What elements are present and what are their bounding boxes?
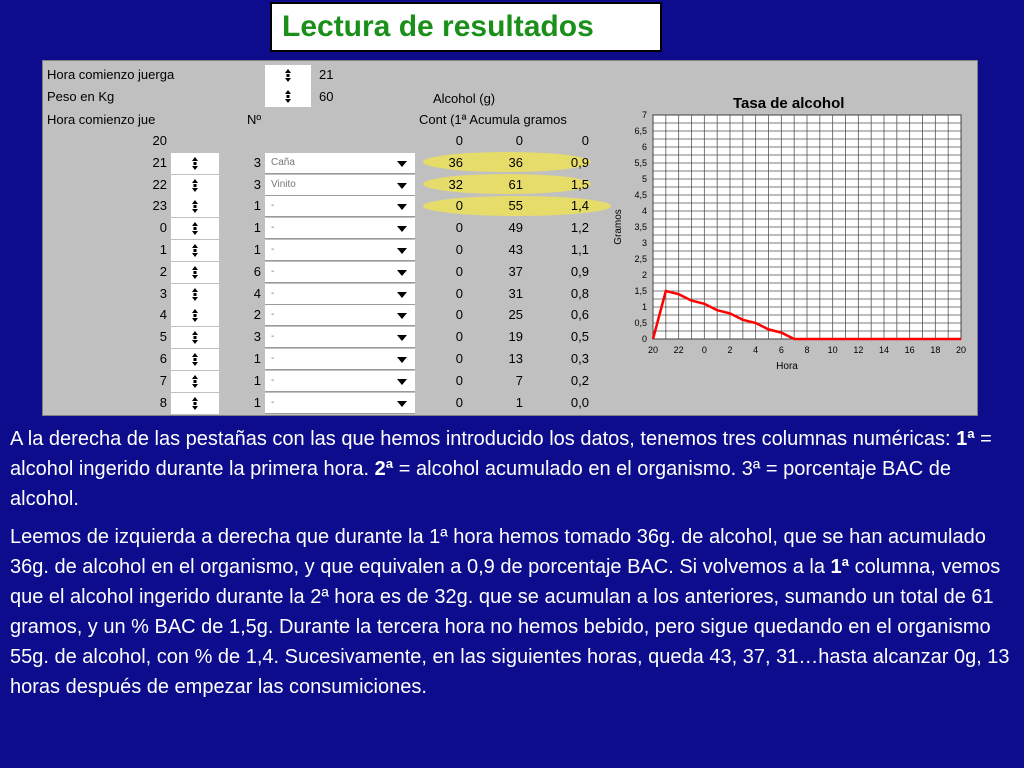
chevron-down-icon[interactable] bbox=[397, 401, 407, 407]
drink-select-value: - bbox=[271, 331, 275, 343]
chart-title: Tasa de alcohol bbox=[733, 95, 845, 112]
cell-pct: 0,2 bbox=[570, 372, 589, 388]
x-tick-label: 12 bbox=[853, 345, 864, 355]
cell-pct: 0,0 bbox=[570, 394, 589, 410]
cell-hora: 21 bbox=[152, 154, 167, 170]
row-spinner[interactable] bbox=[171, 196, 219, 217]
spin-up-icon[interactable] bbox=[285, 90, 291, 94]
chevron-down-icon[interactable] bbox=[397, 204, 407, 210]
row-spinner[interactable] bbox=[171, 284, 219, 305]
cell-n: 4 bbox=[253, 285, 261, 301]
cell-cont: 36 bbox=[448, 154, 463, 170]
drink-select-value: - bbox=[271, 353, 275, 364]
cell-cont: 0 bbox=[455, 351, 463, 366]
drink-select[interactable] bbox=[265, 240, 415, 261]
cell-n: 1 bbox=[253, 220, 261, 236]
chevron-down-icon[interactable] bbox=[397, 379, 407, 385]
y-tick-label: 5 bbox=[641, 174, 647, 184]
drink-select[interactable] bbox=[265, 175, 415, 196]
x-tick-label: 22 bbox=[673, 345, 684, 355]
row-spinner[interactable] bbox=[171, 240, 219, 261]
spin-up-icon[interactable] bbox=[192, 244, 198, 248]
spin-dot-icon bbox=[287, 95, 290, 98]
y-tick-label: 3 bbox=[641, 238, 647, 248]
cell-cont: 0 bbox=[455, 220, 463, 236]
cell-acum: 61 bbox=[508, 176, 523, 192]
spin-up-icon[interactable] bbox=[192, 157, 198, 161]
spin-up-icon[interactable] bbox=[285, 69, 291, 73]
cell-pct: 0 bbox=[581, 133, 589, 148]
cell-hora: 22 bbox=[152, 176, 167, 192]
y-tick-label: 1 bbox=[641, 302, 647, 312]
cell-n: 6 bbox=[253, 263, 261, 279]
chevron-down-icon[interactable] bbox=[397, 270, 407, 276]
x-tick-label: 2 bbox=[727, 345, 733, 355]
spin-dot-icon bbox=[194, 380, 197, 383]
cell-pct: 1,4 bbox=[570, 198, 589, 214]
drink-select-value: - bbox=[271, 374, 275, 386]
cell-hora: 1 bbox=[159, 242, 167, 257]
label-alcohol: Alcohol (g) bbox=[433, 91, 496, 106]
p2-text-c: columna, vemos que el alcohol ingerido durante la 2ª hora es de 32g. que se acumulan a los anteriores, sumando un total de 61 gramos, y un % BAC de 1,5g. Durante la tercera hora no hemos bebido, pero sigue quedando en el organismo 55g. de alcohol, con % de 1,4. Sucesivamente, en las siguientes horas, queda 43, 37, 31…hasta alcanzar 0g, 13 horas después de empezar las consumiciones. bbox=[10, 556, 1010, 698]
spin-dot-icon bbox=[194, 184, 197, 187]
drink-select[interactable] bbox=[265, 327, 415, 348]
cell-hora: 0 bbox=[159, 220, 167, 236]
paragraph-1 bbox=[10, 424, 1014, 514]
cell-pct: 0,8 bbox=[570, 285, 589, 301]
drink-select-value: - bbox=[271, 222, 275, 234]
x-tick-label: 0 bbox=[701, 345, 707, 355]
spin-down-icon[interactable] bbox=[192, 231, 198, 235]
cell-cont: 0 bbox=[455, 285, 463, 301]
x-tick-label: 14 bbox=[878, 345, 890, 355]
cell-n: 1 bbox=[253, 372, 261, 388]
cell-hora: 8 bbox=[159, 394, 167, 410]
cell-pct: 0,3 bbox=[570, 351, 589, 366]
column-header-hora: Hora comienzo jue bbox=[47, 112, 156, 127]
cell-pct: 0,5 bbox=[570, 329, 589, 345]
drink-select[interactable] bbox=[265, 262, 415, 283]
cell-cont: 0 bbox=[455, 198, 463, 214]
drink-select-value: - bbox=[271, 396, 275, 408]
cell-acum: 49 bbox=[508, 220, 523, 236]
spin-down-icon[interactable] bbox=[192, 275, 198, 279]
chevron-down-icon[interactable] bbox=[397, 313, 407, 319]
spin-up-icon[interactable] bbox=[192, 375, 198, 379]
cell-n: 1 bbox=[253, 198, 261, 214]
label-hora-comienzo: Hora comienzo juerga bbox=[47, 67, 175, 82]
chevron-down-icon[interactable] bbox=[397, 248, 407, 254]
cell-pct: 0,6 bbox=[570, 307, 589, 323]
spin-down-icon[interactable] bbox=[192, 406, 198, 410]
cell-acum: 1 bbox=[515, 394, 523, 410]
drink-select-value: - bbox=[271, 287, 275, 299]
spin-dot-icon bbox=[194, 227, 197, 230]
spin-dot-icon bbox=[194, 336, 197, 339]
spin-down-icon[interactable] bbox=[285, 99, 291, 103]
title-box bbox=[270, 2, 662, 52]
cell-hora: 23 bbox=[152, 198, 167, 214]
spin-up-icon[interactable] bbox=[192, 266, 198, 270]
drink-select[interactable] bbox=[265, 371, 415, 392]
spin-dot-icon bbox=[194, 271, 197, 274]
cell-acum: 55 bbox=[508, 198, 523, 214]
chevron-down-icon[interactable] bbox=[397, 357, 407, 363]
y-tick-label: 2 bbox=[641, 270, 647, 280]
peso-value: 60 bbox=[319, 89, 334, 104]
row-spinner[interactable] bbox=[171, 175, 219, 196]
drink-select-value: - bbox=[271, 309, 275, 321]
cell-n: 1 bbox=[253, 242, 261, 257]
drink-select[interactable] bbox=[265, 218, 415, 239]
row-spinner[interactable] bbox=[171, 305, 219, 326]
cell-cont: 32 bbox=[448, 176, 463, 192]
spreadsheet bbox=[42, 60, 978, 416]
cell-hora: 7 bbox=[159, 372, 167, 388]
cell-acum: 7 bbox=[515, 372, 523, 388]
cell-acum: 19 bbox=[508, 329, 523, 345]
cell-hora: 6 bbox=[159, 351, 167, 366]
cell-pct: 1,5 bbox=[570, 176, 589, 192]
column-header-values: Cont (1ª Acumula gramos bbox=[419, 112, 567, 127]
spin-dot-icon bbox=[194, 162, 197, 165]
drink-select[interactable] bbox=[265, 284, 415, 305]
explanation-text bbox=[10, 424, 1014, 710]
cell-hora: 20 bbox=[152, 133, 167, 148]
cell-hora: 2 bbox=[159, 263, 167, 279]
cell-cont: 0 bbox=[455, 329, 463, 345]
spin-down-icon[interactable] bbox=[192, 209, 198, 213]
cell-n: 3 bbox=[253, 329, 261, 345]
drink-select-value: - bbox=[271, 244, 275, 255]
row-spinner[interactable] bbox=[171, 349, 219, 370]
x-tick-label: 16 bbox=[904, 345, 915, 355]
y-tick-label: 6,5 bbox=[634, 126, 647, 136]
drink-select-value: Vinito bbox=[271, 178, 296, 190]
y-tick-label: 3,5 bbox=[634, 222, 647, 232]
y-tick-label: 1,5 bbox=[634, 286, 647, 296]
drink-select-value: Caña bbox=[271, 156, 295, 168]
y-axis-label: Gramos bbox=[613, 209, 624, 245]
x-tick-label: 4 bbox=[753, 345, 759, 355]
cell-n: 2 bbox=[253, 307, 261, 323]
x-tick-label: 20 bbox=[955, 345, 967, 355]
spin-dot-icon bbox=[287, 74, 290, 77]
spin-down-icon[interactable] bbox=[192, 253, 198, 257]
spin-down-icon[interactable] bbox=[192, 362, 198, 366]
cell-cont: 0 bbox=[455, 394, 463, 410]
chart-svg bbox=[611, 91, 977, 417]
chevron-down-icon[interactable] bbox=[397, 183, 407, 189]
cell-n: 1 bbox=[253, 351, 261, 366]
y-tick-label: 0,5 bbox=[634, 318, 647, 328]
cell-acum: 37 bbox=[508, 263, 523, 279]
row-spinner[interactable] bbox=[171, 218, 219, 239]
row-spinner[interactable] bbox=[171, 153, 219, 174]
cell-cont: 0 bbox=[455, 263, 463, 279]
chevron-down-icon[interactable] bbox=[397, 292, 407, 298]
chevron-down-icon[interactable] bbox=[397, 161, 407, 167]
spin-dot-icon bbox=[194, 358, 197, 361]
cell-n: 1 bbox=[253, 394, 261, 410]
peso-spinner[interactable] bbox=[265, 86, 311, 107]
spin-dot-icon bbox=[194, 314, 197, 317]
drink-select-value: - bbox=[271, 200, 275, 212]
chart bbox=[611, 91, 977, 417]
slide-title: Lectura de resultados bbox=[282, 10, 594, 43]
drink-select-value: - bbox=[271, 265, 275, 277]
cell-acum: 13 bbox=[508, 351, 523, 366]
spin-dot-icon bbox=[194, 205, 197, 208]
spin-up-icon[interactable] bbox=[192, 397, 198, 401]
spin-down-icon[interactable] bbox=[192, 297, 198, 301]
p1-bold-2: 2ª bbox=[374, 458, 394, 480]
cell-cont: 0 bbox=[455, 242, 463, 257]
row-spinner[interactable] bbox=[171, 371, 219, 392]
cell-cont: 0 bbox=[455, 133, 463, 148]
row-spinner[interactable] bbox=[171, 327, 219, 348]
cell-hora: 4 bbox=[159, 307, 167, 323]
column-header-n: Nº bbox=[247, 112, 262, 127]
x-tick-label: 20 bbox=[647, 345, 659, 355]
x-tick-label: 8 bbox=[804, 345, 810, 355]
cell-pct: 0,9 bbox=[570, 263, 589, 279]
hora-comienzo-spinner[interactable] bbox=[265, 65, 311, 86]
x-tick-label: 10 bbox=[827, 345, 838, 355]
p2-text-a: Leemos de izquierda a derecha que durante la 1ª hora hemos tomado 36g. de alcohol, que se han acumulado 36g. de alcohol en el organismo, y que equivalen a 0,9 de porcentaje BAC. Si volvemos a la bbox=[10, 526, 986, 578]
drink-select[interactable] bbox=[265, 393, 415, 414]
spin-down-icon[interactable] bbox=[285, 78, 291, 82]
cell-hora: 3 bbox=[159, 285, 167, 301]
spin-up-icon[interactable] bbox=[192, 200, 198, 204]
hora-comienzo-value: 21 bbox=[319, 67, 334, 82]
p2-bold: 1ª bbox=[830, 556, 850, 578]
cell-cont: 0 bbox=[455, 307, 463, 323]
drink-select[interactable] bbox=[265, 153, 415, 174]
spin-up-icon[interactable] bbox=[192, 288, 198, 292]
x-tick-label: 18 bbox=[930, 345, 941, 355]
p1-text-c: = alcohol ingerido durante la primera hora. bbox=[10, 428, 992, 480]
cell-hora: 5 bbox=[159, 329, 167, 345]
spin-up-icon[interactable] bbox=[192, 309, 198, 313]
cell-pct: 0,9 bbox=[570, 154, 589, 170]
spin-down-icon[interactable] bbox=[192, 384, 198, 388]
y-tick-label: 4,5 bbox=[634, 190, 647, 200]
cell-acum: 31 bbox=[508, 285, 523, 301]
drink-select[interactable] bbox=[265, 196, 415, 217]
drink-select[interactable] bbox=[265, 349, 415, 370]
x-tick-label: 6 bbox=[778, 345, 784, 355]
cell-acum: 43 bbox=[508, 242, 523, 257]
chevron-down-icon[interactable] bbox=[397, 335, 407, 341]
cell-acum: 0 bbox=[515, 133, 523, 148]
x-axis-label: Hora bbox=[776, 361, 798, 372]
spin-down-icon[interactable] bbox=[192, 188, 198, 192]
cell-acum: 36 bbox=[508, 154, 523, 170]
y-tick-label: 5,5 bbox=[634, 158, 647, 168]
p1-bold-1: 1ª bbox=[956, 428, 975, 450]
drink-select[interactable] bbox=[265, 305, 415, 326]
paragraph-2 bbox=[10, 522, 1014, 702]
spin-dot-icon bbox=[194, 402, 197, 405]
label-peso: Peso en Kg bbox=[47, 89, 115, 104]
p1-text-a: A la derecha de las pestañas con las que hemos introducido los datos, tenemos tres columnas numéricas: bbox=[10, 428, 957, 450]
y-tick-label: 4 bbox=[641, 206, 647, 216]
row-spinner[interactable] bbox=[171, 262, 219, 283]
spin-down-icon[interactable] bbox=[192, 318, 198, 322]
spin-dot-icon bbox=[194, 293, 197, 296]
cell-n: 3 bbox=[253, 154, 261, 170]
spin-up-icon[interactable] bbox=[192, 222, 198, 226]
spin-up-icon[interactable] bbox=[192, 353, 198, 357]
spin-dot-icon bbox=[194, 249, 197, 252]
y-tick-label: 2,5 bbox=[634, 254, 647, 264]
spin-up-icon[interactable] bbox=[192, 331, 198, 335]
spin-down-icon[interactable] bbox=[192, 166, 198, 170]
y-tick-label: 0 bbox=[641, 334, 647, 344]
cell-cont: 0 bbox=[455, 372, 463, 388]
cell-pct: 1,1 bbox=[570, 242, 589, 257]
y-tick-label: 6 bbox=[641, 142, 647, 152]
p1-text-d: = alcohol acumulado en el organismo. 3ª = porcentaje BAC de alcohol. bbox=[10, 458, 951, 510]
spin-down-icon[interactable] bbox=[192, 340, 198, 344]
spin-up-icon[interactable] bbox=[192, 179, 198, 183]
cell-acum: 25 bbox=[508, 307, 523, 323]
cell-pct: 1,2 bbox=[570, 220, 589, 236]
y-tick-label: 7 bbox=[641, 110, 647, 120]
chevron-down-icon[interactable] bbox=[397, 226, 407, 232]
cell-n: 3 bbox=[253, 176, 261, 192]
row-spinner[interactable] bbox=[171, 393, 219, 414]
